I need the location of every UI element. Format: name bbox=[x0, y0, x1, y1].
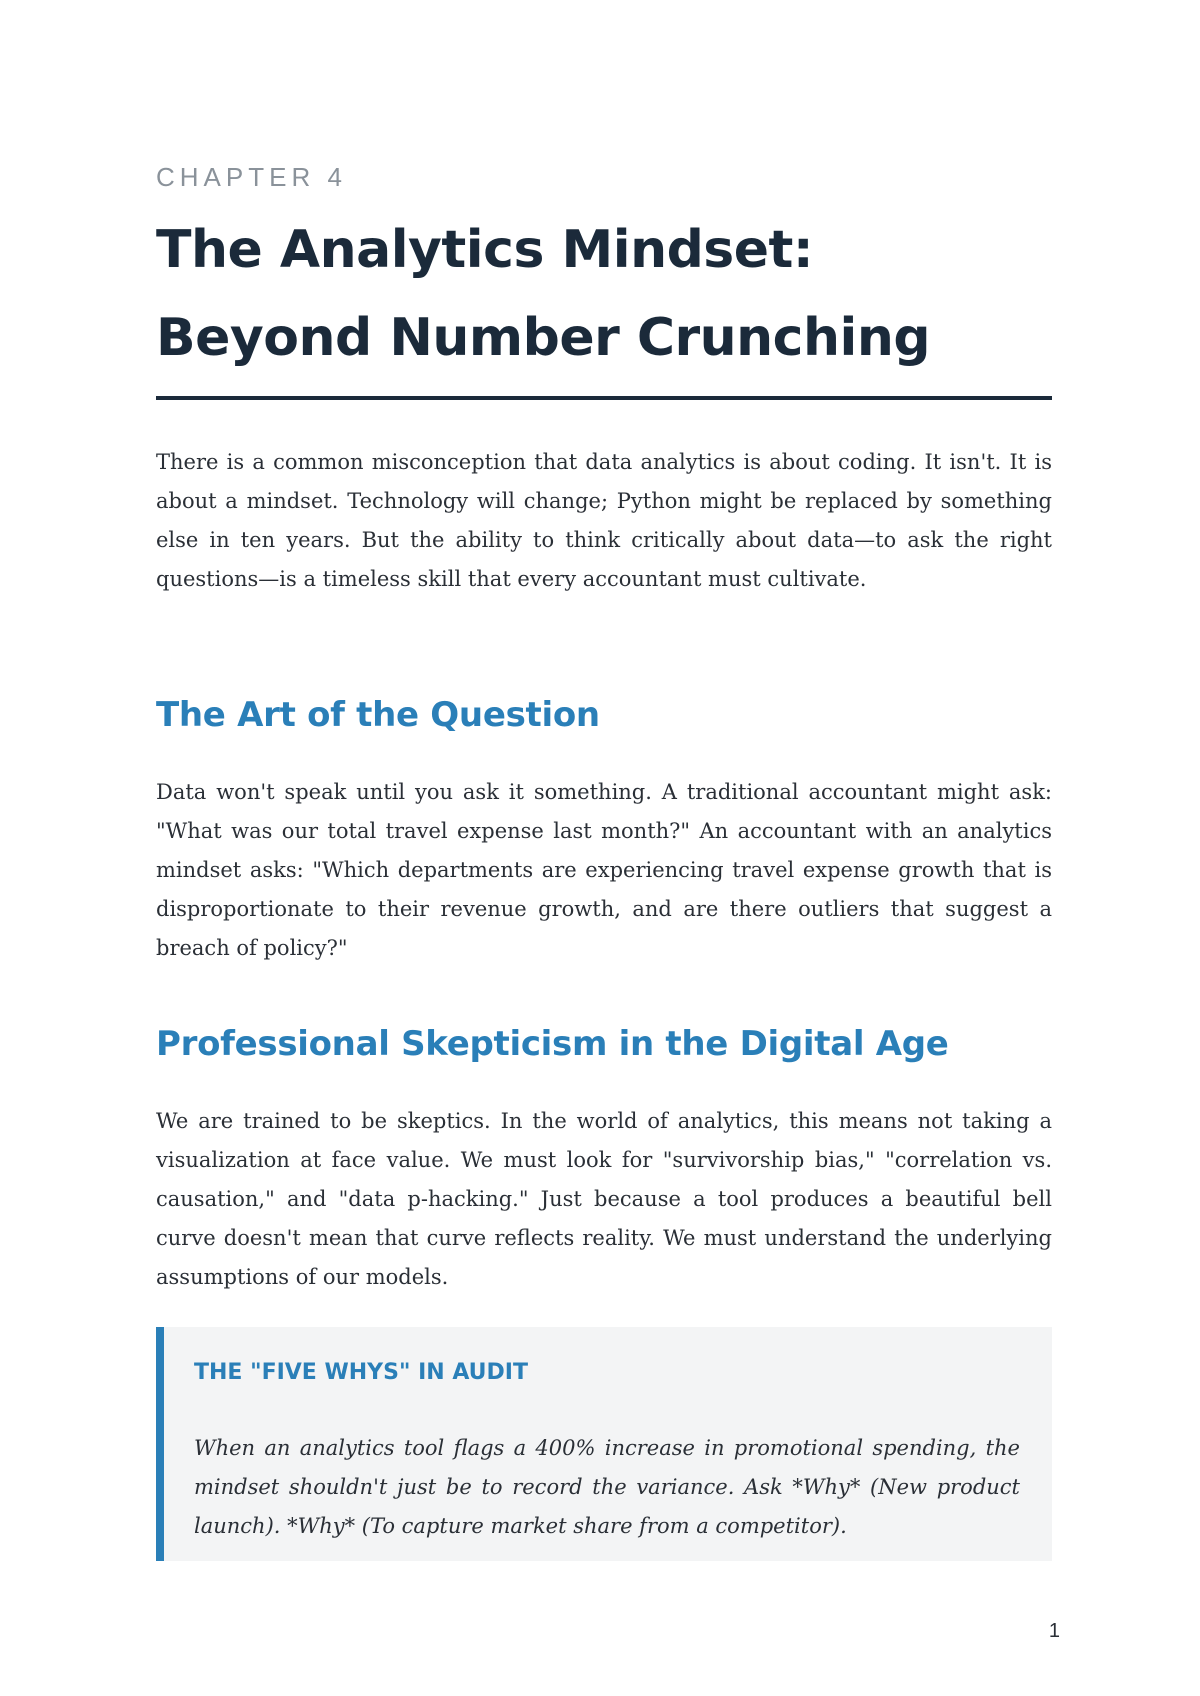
chapter-title bbox=[156, 206, 1052, 382]
intro-paragraph: There is a common misconception that data analytics is about coding. It isn't. It is about a mindset. Technology will change; Python might be replaced by something else in ten years. But the ability to think critically about data—to ask the right questions—is a timeless skill that every accountant must cultivate. bbox=[156, 450, 1052, 591]
section-paragraph-professional-skepticism: We are trained to be skeptics. In the world of analytics, this means not taking a visualization at face value. We must look for "survivorship bias," "correlation vs. causation," and "data p-hacking." Just because a tool produces a beautiful bell curve doesn't mean that curve reflects reality. We must understand the underlying assumptions of our models. bbox=[156, 1109, 1052, 1289]
callout-heading: THE "FIVE WHYS" IN AUDIT bbox=[194, 1360, 528, 1385]
page-number: 1 bbox=[1048, 1620, 1060, 1642]
chapter-label: CHAPTER 4 bbox=[156, 162, 347, 192]
chapter-title-line-2: Beyond Number Crunching bbox=[156, 308, 931, 368]
chapter-title-line-1: The Analytics Mindset: bbox=[156, 220, 814, 280]
section-heading-art-of-question: The Art of the Question bbox=[156, 695, 600, 735]
five-whys-callout bbox=[156, 1327, 1052, 1561]
section-heading-professional-skepticism: Professional Skepticism in the Digital Age bbox=[156, 1024, 949, 1064]
section-paragraph-art-of-question: Data won't speak until you ask it something. A traditional accountant might ask: "What was our total travel expense last month?" An accountant with an analytics mindset asks: "Which departments are experiencing travel expense growth that is disproportionate to their revenue growth, and are there outliers that suggest a breach of policy?" bbox=[156, 780, 1052, 960]
title-divider bbox=[156, 396, 1052, 400]
callout-body: When an analytics tool flags a 400% increase in promotional spending, the mindset shouldn't just be to record the variance. Ask *Why* (New product launch). *Why* (To capture market share from a competitor). bbox=[194, 1436, 1020, 1538]
